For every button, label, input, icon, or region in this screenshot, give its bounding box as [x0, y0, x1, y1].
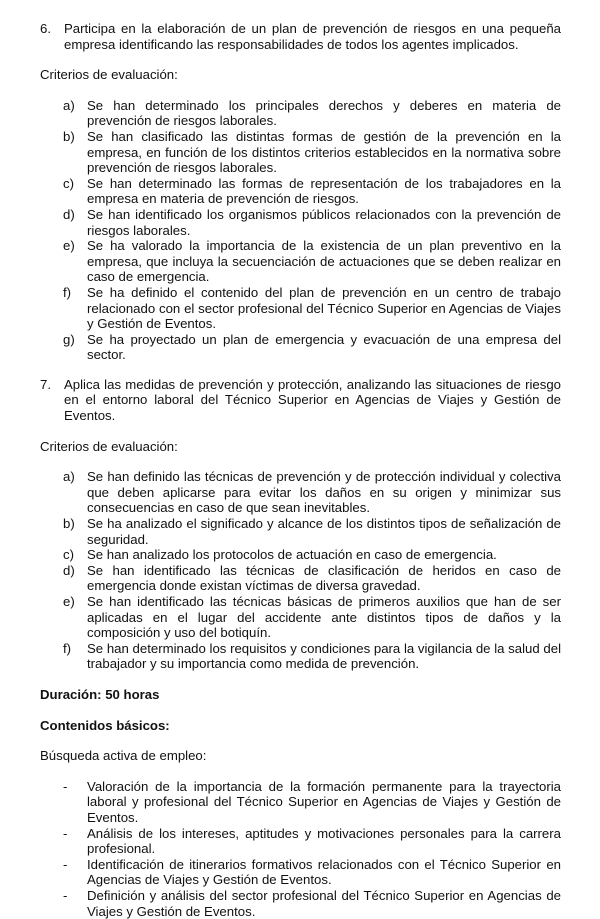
criterion-item: [40, 469, 561, 516]
criterion-text: Se han identificado los organismos públicos relacionados con la prevención de riesgos laborales.: [87, 206, 561, 238]
criterion-marker: b): [63, 516, 75, 532]
criterion-text: Se han definido las técnicas de prevención y de protección individual y colectiva que deben aplicarse para evitar los daños en su origen y minimizar sus consecuencias en caso de que sean inevitables.: [87, 469, 561, 516]
outcome-number: 6.: [40, 21, 51, 36]
criterion-marker: d): [63, 562, 75, 578]
criterion-marker: e): [63, 238, 75, 254]
criterion-marker: f): [63, 640, 72, 656]
criterion-marker: a): [63, 97, 75, 113]
learning-outcome-7: [40, 377, 561, 424]
criterion-item: [40, 98, 561, 129]
criterion-marker: d): [63, 206, 75, 222]
criterion-text: Se han clasificado las distintas formas de gestión de la prevención en la empresa, en función de los distintos criterios establecidos en la normativa sobre prevención de riesgos laborales.: [87, 128, 561, 176]
content-text: Valoración de la importancia de la formación permanente para la trayectoria laboral y profesional del Técnico Superior en Agencias de Viajes y Gestión de Eventos.: [87, 778, 561, 825]
job-search-list: [40, 779, 561, 919]
criterion-marker: f): [63, 284, 72, 300]
criterion-text: Se han determinado los requisitos y condiciones para la vigilancia de la salud del trabajador y su importancia como medida de prevención.: [87, 640, 561, 672]
criterion-marker: g): [63, 331, 75, 347]
criterion-marker: a): [63, 469, 75, 485]
criteria-title: Criterios de evaluación:: [40, 67, 178, 83]
criterion-item: [40, 641, 561, 672]
content-text: Análisis de los intereses, aptitudes y motivaciones personales para la carrera profesional.: [87, 825, 561, 857]
criterion-marker: c): [63, 547, 74, 563]
criterion-item: [40, 207, 561, 238]
criterion-text: Se han determinado los principales derechos y deberes en materia de prevención de riesgos laborales.: [87, 97, 561, 129]
dash-marker: -: [63, 887, 68, 903]
contents-title: Contenidos básicos:: [40, 717, 170, 733]
criteria-title: Criterios de evaluación:: [40, 438, 178, 454]
criterion-marker: c): [63, 175, 74, 191]
outcome-number: 7.: [40, 376, 51, 392]
content-item: [40, 826, 561, 857]
criterion-text: Se ha definido el contenido del plan de prevención en un centro de trabajo relacionado con el sector profesional del Técnico Superior en Agencias de Viajes y Gestión de Eventos.: [87, 284, 561, 332]
criterion-item: [40, 129, 561, 176]
dash-marker: -: [63, 778, 68, 794]
criterion-item: [40, 516, 561, 547]
content-text: Identificación de itinerarios formativos relacionados con el Técnico Superior en Agencias de Viajes y Gestión de Eventos.: [87, 856, 561, 888]
dash-marker: -: [63, 825, 68, 841]
criterion-marker: e): [63, 594, 75, 609]
criterion-text: Se ha proyectado un plan de emergencia y evacuación de una empresa del sector.: [87, 331, 561, 363]
criterion-marker: b): [63, 128, 75, 144]
learning-outcome-6: [40, 21, 561, 52]
criteria-list-6: [40, 98, 561, 363]
criterion-item: [40, 176, 561, 207]
criterion-item: [40, 594, 561, 641]
criterion-item: [40, 547, 561, 563]
criterion-text: Se han identificado las técnicas básicas de primeros auxilios que han de ser aplicadas en el lugar del accidente ante distintos tipos de daños y la composición y uso del botiquín.: [87, 594, 561, 641]
content-item: [40, 857, 561, 888]
outcome-text: Aplica las medidas de prevención y protección, analizando las situaciones de riesgo en el entorno laboral del Técnico Superior en Agencias de Viajes y Gestión de Eventos.: [64, 376, 561, 424]
criterion-text: Se ha valorado la importancia de la existencia de un plan preventivo en la empresa, que incluya la secuenciación de actuaciones que se deben realizar en caso de emergencia.: [87, 238, 561, 285]
duration-label: Duración: 50 horas: [40, 686, 160, 702]
dash-marker: -: [63, 856, 68, 872]
criterion-item: [40, 332, 561, 363]
content-item: [40, 779, 561, 826]
criterion-text: Se han identificado las técnicas de clasificación de heridos en caso de emergencia donde existan víctimas de diversa gravedad.: [87, 562, 561, 594]
criterion-item: [40, 285, 561, 332]
criterion-item: [40, 563, 561, 594]
outcome-text: Participa en la elaboración de un plan de prevención de riesgos en una pequeña empresa identificando las responsabilidades de todos los agentes implicados.: [64, 21, 561, 52]
content-item: [40, 888, 561, 919]
criterion-text: Se ha analizado el significado y alcance de los distintos tipos de señalización de seguridad.: [87, 516, 561, 547]
job-search-title: Búsqueda activa de empleo:: [40, 748, 207, 764]
content-text: Definición y análisis del sector profesional del Técnico Superior en Agencias de Viajes y Gestión de Eventos.: [87, 887, 561, 919]
criterion-text: Se han determinado las formas de representación de los trabajadores en la empresa en materia de prevención de riesgos.: [87, 175, 561, 207]
criterion-item: [40, 238, 561, 285]
criteria-list-7: [40, 469, 561, 672]
criterion-text: Se han analizado los protocolos de actuación en caso de emergencia.: [87, 547, 497, 563]
